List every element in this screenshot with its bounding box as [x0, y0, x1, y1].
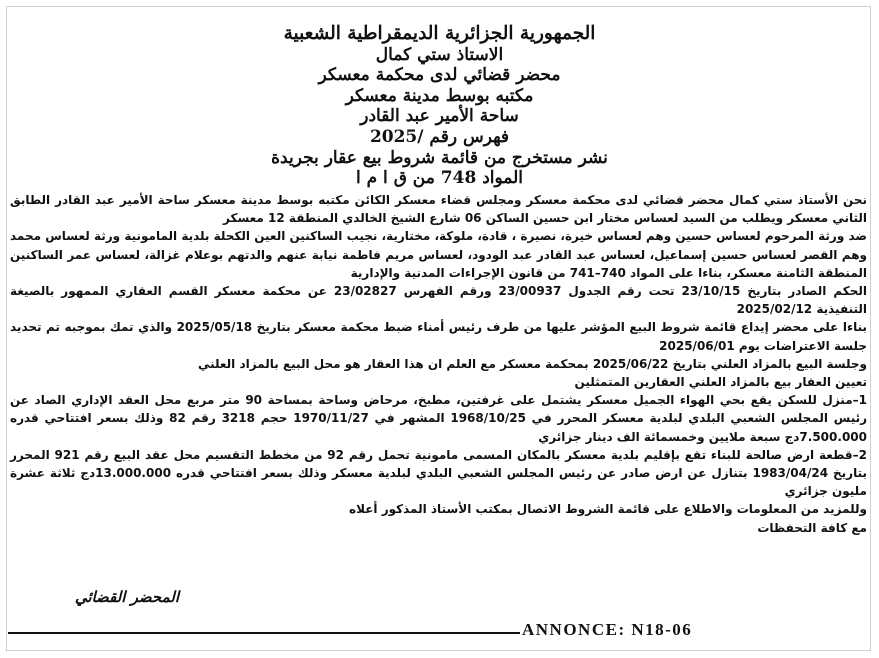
- header-bailiff-name: الاستاذ ستي كمال: [375, 44, 504, 65]
- paragraph-requester: نحن الأستاذ ستي كمال محضر قضائي لدى محكمة معسكر ومجلس قضاء معسكر الكائن مكتبه بوسط مدينة معسكر ساحة الأمير عبد القادر الطابق الثاني معسكر ويطلب من السيد لعساس مختار ابن حسين الساكن 06 شارع الشيخ الخالدي المنطقة 12 معسكر: [10, 193, 867, 226]
- paragraph-contact: وللمزيد من المعلومات والاطلاع على قائمة الشروط الاتصال بمكتب الأستاذ المذكور أعلاه: [349, 502, 867, 517]
- paragraph-property-designation: تعيين العقار بيع بالمزاد العلني العقارين المتمثلين: [574, 375, 867, 390]
- paragraph-reservations: مع كافة التحفظات: [757, 520, 867, 535]
- header-office: مكتبه بوسط مدينة معسكر: [345, 85, 534, 106]
- header-bailiff-court: محضر قضائي لدى محكمة معسكر: [318, 65, 561, 86]
- header-square: ساحة الأمير عبد القادر: [360, 106, 519, 127]
- paragraph-judgment: الحكم الصادر بتاريخ 23/10/15 تحت رقم الجدول 23/00937 ورقم الفهرس 23/02827 عن محكمة معسكر القسم العقاري الممهور بالصيغة التنفيذية 2025/02/12: [10, 284, 867, 317]
- header-articles: المواد 748 من ق ا م ا: [355, 168, 524, 189]
- notice-header: [30, 24, 849, 189]
- annonce-divider: [8, 632, 520, 634]
- paragraph-auction-session: وجلسة البيع بالمزاد العلني بتاريخ 2025/06/22 بمحكمة معسكر مع العلم ان هذا العقار هو محل البيع بالمزاد العلني: [197, 356, 867, 371]
- header-index-number: فهرس رقم /2025: [369, 126, 510, 147]
- paragraph-property-2: 2–قطعة ارض صالحة للبناء تقع بإقليم بلدية معسكر بالمكان المسمى مامونية تحمل رقم 92 من مخطط التقسيم محل عقد البيع رقم 921 المحرر بتاريخ 1983/04/24 بتنازل عن ارض صادر عن رئيس المجلس الشعبي البلدي لبلدية معسكر وذلك بسعر افتتاحي قدره 13.000.000دج ثلاثة عشرة مليون جزائري: [10, 447, 867, 499]
- paragraph-property-1: 1–منزل للسكن يقع بحي الهواء الجميل معسكر يشتمل على غرفتين، مطبخ، مرحاض وساحة بمساحة 90 متر مربع محل العقد الإداري الصاد عن رئيس المجلس الشعبي البلدي لبلدية معسكر المحرر في 1968/10/25 المشهر في 1970/11/27 حجم 3218 رقم 82 وذلك بسعر افتتاحي قدره 7.500.000دج سبعة ملايين وخمسمائة الف دينار جزائري: [10, 393, 868, 444]
- paragraph-defendants: ضد ورثة المرحوم لعساس حسين وهم لعساس خيرة، نصيرة ، قادة، ملوكة، مختارية، نجيب الساكنين العين الكحلة بلدية المامونية ورثة لعساس محمد وهم القصر لعساس حسين إسماعيل، لعساس عبد القادر عبد الودود، لعساس مريم فاطمة نيابة عنهم والدتهم بوعلام غزالة، لعساس عمر الساكنين المنطقة الثامنة معسكر، بناءا على المواد 740–741 من قانون الإجراءات المدنية والإدارية: [10, 229, 867, 280]
- signature-title: المحضر القضائي: [74, 588, 179, 606]
- paragraph-filing: بناءا على محضر إيداع قائمة شروط البيع المؤشر عليها من طرف رئيس أمناء ضبط محكمة معسكر بتاريخ 2025/05/18 والذي تمك بموجبه تم تحديد جلسة الاعتراضات يوم 2025/06/01: [10, 320, 867, 353]
- notice-body: [10, 191, 867, 537]
- annonce-number: ANNONCE: N18-06: [522, 620, 693, 639]
- header-republic: الجمهورية الجزائرية الديمقراطية الشعبية: [283, 23, 596, 44]
- header-publication-title: نشر مستخرج من قائمة شروط بيع عقار بجريدة: [271, 147, 608, 168]
